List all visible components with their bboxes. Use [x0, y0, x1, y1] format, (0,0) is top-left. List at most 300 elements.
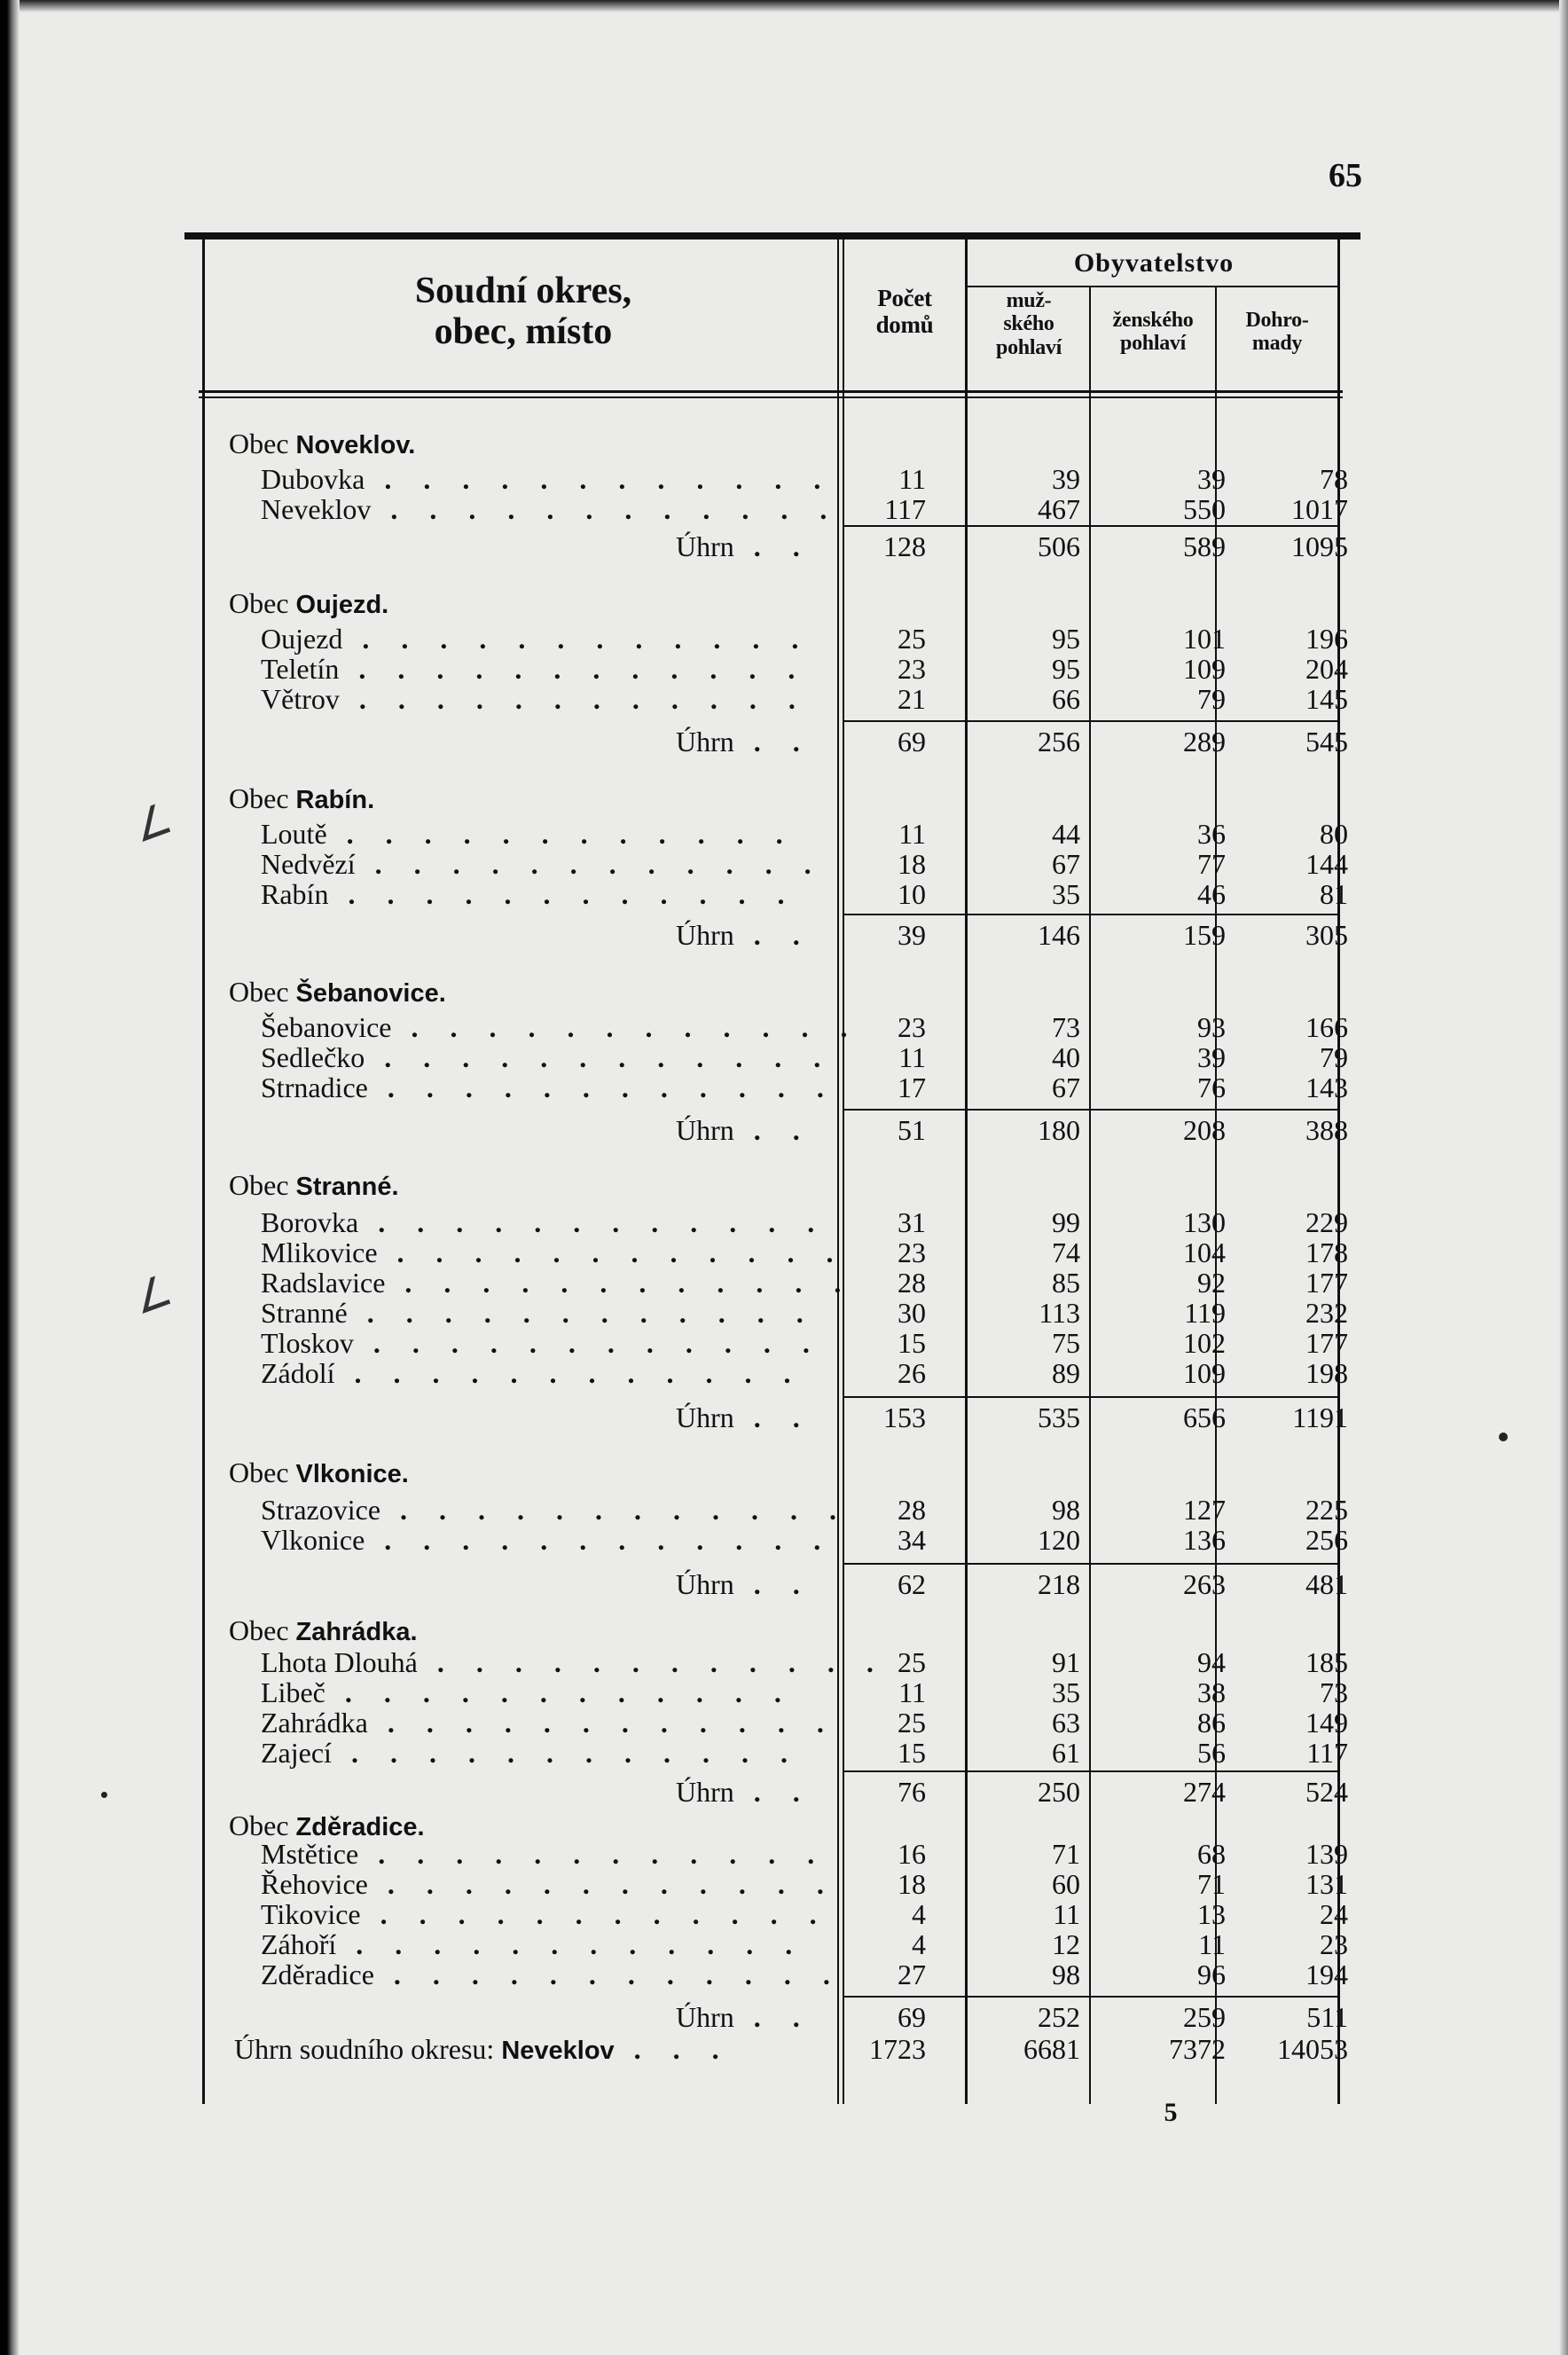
cell-female: 92 — [1197, 1267, 1226, 1299]
cell-female: 127 — [1183, 1494, 1226, 1526]
table-row — [204, 463, 1348, 495]
cell-total: 78 — [1320, 463, 1348, 495]
table-row — [204, 1928, 1348, 1960]
place-name: Oujezd — [261, 623, 343, 655]
header-houses: Počet domů — [875, 285, 934, 338]
cell-total: 232 — [1305, 1297, 1348, 1329]
place-name: Záhoří — [261, 1928, 337, 1960]
cell-male: 39 — [1052, 463, 1080, 495]
table-row — [204, 1646, 1348, 1678]
leader-dots: . . . . . . . . . . . . — [328, 878, 797, 910]
cell-male: 250 — [1038, 1776, 1080, 1808]
cell-houses: 128 — [883, 530, 926, 562]
cell-total: 177 — [1305, 1327, 1348, 1359]
cell-total: 24 — [1320, 1898, 1348, 1930]
table-row — [204, 1072, 1348, 1103]
cell-female: 11 — [1198, 1928, 1226, 1960]
cell-total: 117 — [1306, 1737, 1348, 1769]
group-name: Zděradice. — [295, 1813, 425, 1841]
place-name: Šebanovice — [261, 1011, 392, 1043]
sum-rule — [843, 1109, 1339, 1111]
cell-houses: 11 — [898, 1041, 926, 1073]
cell-female: 208 — [1183, 1114, 1226, 1146]
place-name: Zahrádka — [261, 1707, 368, 1739]
table-row — [204, 1524, 1348, 1556]
cell-male: 63 — [1052, 1707, 1080, 1739]
table-row — [204, 1357, 1348, 1389]
leader-dots: . . — [733, 1568, 812, 1600]
leader-dots: . . . . . . . . . . . . — [391, 1011, 860, 1043]
cell-houses: 11 — [898, 1676, 926, 1708]
cell-female: 96 — [1197, 1959, 1226, 1990]
group-prefix: Obec — [229, 587, 296, 619]
place-name: Mstětice — [261, 1838, 359, 1870]
leader-dots: . . — [733, 1401, 812, 1433]
header-population: Obyvatelstvo — [1073, 248, 1235, 278]
cell-houses: 4 — [912, 1898, 926, 1930]
cell-houses: 15 — [898, 1327, 926, 1359]
cell-male: 75 — [1052, 1327, 1080, 1359]
cell-total: 23 — [1320, 1928, 1348, 1960]
table-row — [204, 848, 1348, 880]
cell-female: 119 — [1184, 1297, 1226, 1329]
cell-total: 481 — [1305, 1568, 1348, 1600]
district-total-row — [204, 2033, 1348, 2065]
cell-total: 196 — [1305, 623, 1348, 655]
group-prefix: Obec — [229, 428, 296, 459]
group-name: Zahrádka. — [295, 1618, 418, 1646]
leader-dots: . . — [733, 726, 812, 758]
sum-rule — [843, 1396, 1339, 1398]
cell-male: 74 — [1052, 1236, 1080, 1268]
cell-houses: 11 — [898, 463, 926, 495]
cell-female: 102 — [1183, 1327, 1226, 1359]
group-prefix: Obec — [229, 1456, 296, 1488]
cell-male: 467 — [1038, 493, 1080, 525]
group-prefix: Obec — [229, 976, 296, 1008]
place-name: Zajecí — [261, 1737, 332, 1769]
leader-dots: . . . . . . . . . . . . — [365, 1041, 834, 1073]
cell-female: 36 — [1197, 818, 1226, 850]
place-name: Strazovice — [261, 1494, 381, 1526]
cell-female: 86 — [1197, 1707, 1226, 1739]
cell-female: 101 — [1183, 623, 1226, 655]
cell-female: 104 — [1183, 1236, 1226, 1268]
group-title — [229, 782, 374, 815]
cell-total: 14053 — [1277, 2033, 1348, 2065]
cell-houses: 21 — [898, 683, 926, 715]
sum-rule — [843, 914, 1339, 915]
cell-total: 144 — [1305, 848, 1348, 880]
leader-dots: . . . . . . . . . . . . — [353, 1327, 822, 1359]
cell-total: 388 — [1305, 1114, 1348, 1146]
cell-total: 198 — [1305, 1357, 1348, 1389]
cell-total: 185 — [1305, 1646, 1348, 1678]
sum-row — [204, 919, 1348, 951]
cell-female: 46 — [1197, 878, 1226, 910]
cell-total: 545 — [1305, 726, 1348, 758]
cell-houses: 25 — [898, 623, 926, 655]
cell-total: 178 — [1305, 1236, 1348, 1268]
cell-houses: 16 — [898, 1838, 926, 1870]
leader-dots: . . . . . . . . . . . . — [373, 1959, 843, 1990]
cell-houses: 25 — [898, 1707, 926, 1739]
group-name: Šebanovice. — [295, 979, 446, 1008]
cell-houses: 25 — [898, 1646, 926, 1678]
cell-houses: 28 — [898, 1494, 926, 1526]
cell-female: 56 — [1197, 1737, 1226, 1769]
cell-male: 95 — [1052, 623, 1080, 655]
place-name: Nedvězí — [261, 848, 356, 880]
group-title-row — [204, 1169, 1321, 1199]
ink-speck — [101, 1792, 107, 1798]
group-title-row — [204, 1809, 1321, 1840]
cell-houses: 34 — [898, 1524, 926, 1556]
cell-houses: 28 — [898, 1267, 926, 1299]
pencil-check-mark-icon: ∠ — [125, 1265, 179, 1325]
table-row — [204, 1707, 1348, 1739]
group-prefix: Obec — [229, 1169, 296, 1201]
cell-houses: 27 — [898, 1959, 926, 1990]
leader-dots: . . . . . . . . . . . . — [347, 1297, 816, 1329]
cell-houses: 26 — [898, 1357, 926, 1389]
cell-total: 79 — [1320, 1041, 1348, 1073]
cell-female: 76 — [1197, 1072, 1226, 1103]
place-name: Rabín — [261, 878, 329, 910]
cell-houses: 4 — [912, 1928, 926, 1960]
cell-houses: 153 — [883, 1401, 926, 1433]
page-number: 65 — [1329, 157, 1362, 194]
cell-male: 91 — [1052, 1646, 1080, 1678]
leader-dots: . . . . . . . . . . . . — [355, 848, 824, 880]
group-title — [229, 1169, 399, 1202]
sum-row — [204, 1568, 1348, 1600]
group-title-row — [204, 587, 1321, 617]
place-name: Větrov — [261, 683, 340, 715]
group-prefix: Obec — [229, 782, 296, 814]
cell-female: 159 — [1183, 919, 1226, 951]
table-row — [204, 1494, 1348, 1526]
leader-dots: . . . . . . . . . . . . — [377, 1236, 846, 1268]
sum-row — [204, 1114, 1348, 1146]
group-title — [229, 428, 415, 460]
table-row — [204, 1267, 1348, 1299]
total-prefix: Úhrn soudního okresu: — [234, 2033, 502, 2065]
cell-male: 67 — [1052, 1072, 1080, 1103]
table-row — [204, 1737, 1348, 1769]
sum-rule — [843, 525, 1339, 527]
cell-female: 71 — [1197, 1868, 1226, 1900]
cell-female: 38 — [1197, 1676, 1226, 1708]
cell-houses: 51 — [898, 1114, 926, 1146]
cell-total: 256 — [1305, 1524, 1348, 1556]
group-title-row — [204, 1456, 1321, 1487]
cell-male: 73 — [1052, 1011, 1080, 1043]
table-row — [204, 653, 1348, 685]
cell-total: 225 — [1305, 1494, 1348, 1526]
place-name: Zádolí — [261, 1357, 335, 1389]
group-prefix: Obec — [229, 1809, 296, 1841]
cell-total: 229 — [1305, 1206, 1348, 1238]
leader-dots: . . . . . . . . . . . . — [367, 1072, 836, 1103]
cell-male: 66 — [1052, 683, 1080, 715]
cell-male: 35 — [1052, 878, 1080, 910]
cell-male: 120 — [1038, 1524, 1080, 1556]
place-name: Řehovice — [261, 1868, 368, 1900]
table-row — [204, 1898, 1348, 1930]
header-place: Soudní okres, obec, místo — [414, 271, 632, 353]
sum-row — [204, 726, 1348, 758]
cell-total: 143 — [1305, 1072, 1348, 1103]
cell-total: 177 — [1305, 1267, 1348, 1299]
cell-female: 109 — [1183, 653, 1226, 685]
leader-dots: . . . . . . . . . . . . — [339, 653, 808, 685]
cell-houses: 17 — [898, 1072, 926, 1103]
cell-female: 68 — [1197, 1838, 1226, 1870]
leader-dots: . . . . . . . . . . . . — [371, 493, 840, 525]
sum-row — [204, 1401, 1348, 1433]
table-row — [204, 1011, 1348, 1043]
group-prefix: Obec — [229, 1614, 296, 1646]
cell-female: 77 — [1197, 848, 1226, 880]
cell-male: 44 — [1052, 818, 1080, 850]
cell-male: 99 — [1052, 1206, 1080, 1238]
place-name: Neveklov — [261, 493, 372, 525]
cell-total: 305 — [1305, 919, 1348, 951]
cell-male: 113 — [1039, 1297, 1080, 1329]
place-name: Stranné — [261, 1297, 348, 1329]
cell-total: 131 — [1305, 1868, 1348, 1900]
cell-male: 146 — [1038, 919, 1080, 951]
cell-male: 60 — [1052, 1868, 1080, 1900]
cell-female: 130 — [1183, 1206, 1226, 1238]
sum-row — [204, 2001, 1348, 2033]
cell-houses: 69 — [898, 2001, 926, 2033]
signature-mark: 5 — [1164, 2098, 1178, 2127]
table-row — [204, 683, 1348, 715]
group-name: Oujezd. — [295, 591, 389, 619]
place-name: Libeč — [261, 1676, 325, 1708]
group-title-row — [204, 1614, 1321, 1645]
leader-dots: . . . — [614, 2033, 732, 2065]
total-name: Neveklov — [501, 2037, 615, 2065]
cell-houses: 18 — [898, 848, 926, 880]
leader-dots: . . . . . . . . . . . . — [358, 1838, 827, 1870]
group-title — [229, 1614, 418, 1647]
sum-word: Úhrn — [676, 1401, 734, 1433]
right-page-edge — [1559, 0, 1568, 2355]
leader-dots: . . . . . . . . . . . . — [331, 1737, 800, 1769]
cell-houses: 62 — [898, 1568, 926, 1600]
leader-dots: . . — [733, 919, 812, 951]
cell-male: 12 — [1052, 1928, 1080, 1960]
cell-male: 506 — [1038, 530, 1080, 562]
table-row — [204, 878, 1348, 910]
sum-row — [204, 1776, 1348, 1808]
group-title-row — [204, 976, 1321, 1006]
place-name: Radslavice — [261, 1267, 386, 1299]
leader-dots: . . — [733, 2001, 812, 2033]
sum-word: Úhrn — [676, 1114, 734, 1146]
cell-male: 6681 — [1023, 2033, 1080, 2065]
place-name: Lhota Dlouhá — [261, 1646, 418, 1678]
cell-female: 13 — [1197, 1898, 1226, 1930]
cell-houses: 23 — [898, 1011, 926, 1043]
cell-female: 656 — [1183, 1401, 1226, 1433]
cell-total: 1017 — [1291, 493, 1348, 525]
place-name: Zděradice — [261, 1959, 374, 1990]
group-title — [229, 1456, 409, 1489]
cell-male: 67 — [1052, 848, 1080, 880]
table-row — [204, 1676, 1348, 1708]
cell-female: 7372 — [1169, 2033, 1226, 2065]
cell-total: 204 — [1305, 653, 1348, 685]
cell-total: 139 — [1305, 1838, 1348, 1870]
cell-total: 149 — [1305, 1707, 1348, 1739]
place-name: Vlkonice — [261, 1524, 365, 1556]
cell-houses: 23 — [898, 653, 926, 685]
table-row — [204, 1959, 1348, 1990]
cell-houses: 39 — [898, 919, 926, 951]
leader-dots: . . . . . . . . . . . . — [365, 1524, 834, 1556]
cell-houses: 30 — [898, 1297, 926, 1329]
cell-total: 81 — [1320, 878, 1348, 910]
cell-houses: 76 — [898, 1776, 926, 1808]
cell-male: 180 — [1038, 1114, 1080, 1146]
cell-female: 39 — [1197, 463, 1226, 495]
cell-female: 136 — [1183, 1524, 1226, 1556]
table-row — [204, 1041, 1348, 1073]
header-total: Dohro- mady — [1245, 309, 1309, 356]
leader-dots: . . . . . . . . . . . . — [325, 1676, 794, 1708]
sum-rule — [843, 1770, 1339, 1772]
population-subrule — [967, 286, 1339, 287]
cell-total: 145 — [1305, 683, 1348, 715]
place-name: Sedlečko — [261, 1041, 365, 1073]
place-name: Tikovice — [261, 1898, 361, 1930]
cell-female: 259 — [1183, 2001, 1226, 2033]
leader-dots: . . . . . . . . . . . . — [334, 1357, 804, 1389]
district-total-label — [234, 2033, 732, 2066]
cell-houses: 18 — [898, 1868, 926, 1900]
leader-dots: . . . . . . . . . . . . — [385, 1267, 854, 1299]
cell-female: 289 — [1183, 726, 1226, 758]
cell-female: 39 — [1197, 1041, 1226, 1073]
place-name: Tloskov — [261, 1327, 354, 1359]
leader-dots: . . . . . . . . . . . . — [367, 1868, 836, 1900]
cell-male: 98 — [1052, 1494, 1080, 1526]
leader-dots: . . . . . . . . . . . . — [367, 1707, 836, 1739]
cell-total: 194 — [1305, 1959, 1348, 1990]
place-name: Strnadice — [261, 1072, 368, 1103]
leader-dots: . . . . . . . . . . . . — [365, 463, 834, 495]
cell-total: 524 — [1305, 1776, 1348, 1808]
table-row — [204, 623, 1348, 655]
leader-dots: . . . . . . . . . . . . — [342, 623, 811, 655]
header-male: muž- ského pohlaví — [996, 289, 1062, 359]
cell-female: 94 — [1197, 1646, 1226, 1678]
sum-word: Úhrn — [676, 1776, 734, 1808]
binding-edge — [0, 0, 20, 2355]
cell-male: 71 — [1052, 1838, 1080, 1870]
cell-houses: 15 — [898, 1737, 926, 1769]
place-name: Mlikovice — [261, 1236, 378, 1268]
cell-houses: 23 — [898, 1236, 926, 1268]
leader-dots: . . . . . . . . . . . . — [339, 683, 808, 715]
place-name: Teletín — [261, 653, 340, 685]
cell-female: 550 — [1183, 493, 1226, 525]
cell-male: 218 — [1038, 1568, 1080, 1600]
group-title-row — [204, 782, 1321, 812]
table-row — [204, 493, 1348, 525]
cell-houses: 11 — [898, 818, 926, 850]
leader-dots: . . . . . . . . . . . . — [358, 1206, 827, 1238]
cell-female: 263 — [1183, 1568, 1226, 1600]
cell-total: 80 — [1320, 818, 1348, 850]
cell-female: 93 — [1197, 1011, 1226, 1043]
sum-word: Úhrn — [676, 919, 734, 951]
cell-male: 40 — [1052, 1041, 1080, 1073]
sum-word: Úhrn — [676, 726, 734, 758]
cell-male: 256 — [1038, 726, 1080, 758]
leader-dots: . . — [733, 1776, 812, 1808]
table-row — [204, 818, 1348, 850]
table-row — [204, 1236, 1348, 1268]
leader-dots: . . . . . . . . . . . . — [417, 1646, 886, 1678]
header-bottom-rule-2 — [199, 396, 1343, 398]
cell-houses: 10 — [898, 878, 926, 910]
cell-total: 511 — [1306, 2001, 1348, 2033]
ink-speck — [1499, 1433, 1508, 1441]
cell-total: 1095 — [1291, 530, 1348, 562]
cell-total: 1191 — [1292, 1401, 1348, 1433]
sum-row — [204, 530, 1348, 562]
cell-male: 89 — [1052, 1357, 1080, 1389]
leader-dots: . . — [733, 1114, 812, 1146]
group-name: Stranné. — [295, 1173, 399, 1201]
cell-total: 73 — [1320, 1676, 1348, 1708]
sum-rule — [843, 720, 1339, 722]
cell-male: 61 — [1052, 1737, 1080, 1769]
pencil-check-mark-icon: ∠ — [125, 793, 179, 853]
cell-houses: 117 — [884, 493, 926, 525]
leader-dots: . . . . . . . . . . . . — [336, 1928, 805, 1960]
table-row — [204, 1327, 1348, 1359]
cell-male: 252 — [1038, 2001, 1080, 2033]
header-female: ženského pohlaví — [1112, 309, 1194, 356]
cell-total: 166 — [1305, 1011, 1348, 1043]
leader-dots: . . . . . . . . . . . . — [380, 1494, 850, 1526]
group-name: Rabín. — [295, 786, 375, 814]
cell-male: 535 — [1038, 1401, 1080, 1433]
sum-word: Úhrn — [676, 530, 734, 562]
leader-dots: . . . . . . . . . . . . — [360, 1898, 829, 1930]
place-name: Loutě — [261, 818, 327, 850]
table-row — [204, 1297, 1348, 1329]
group-title — [229, 976, 446, 1009]
cell-female: 79 — [1197, 683, 1226, 715]
header-bottom-rule — [199, 390, 1343, 393]
cell-male: 85 — [1052, 1267, 1080, 1299]
cell-houses: 31 — [898, 1206, 926, 1238]
leader-dots: . . — [733, 530, 812, 562]
top-shadow — [0, 0, 1568, 12]
cell-female: 109 — [1183, 1357, 1226, 1389]
group-title — [229, 587, 388, 620]
cell-male: 35 — [1052, 1676, 1080, 1708]
table-row — [204, 1868, 1348, 1900]
group-name: Noveklov. — [295, 431, 416, 459]
